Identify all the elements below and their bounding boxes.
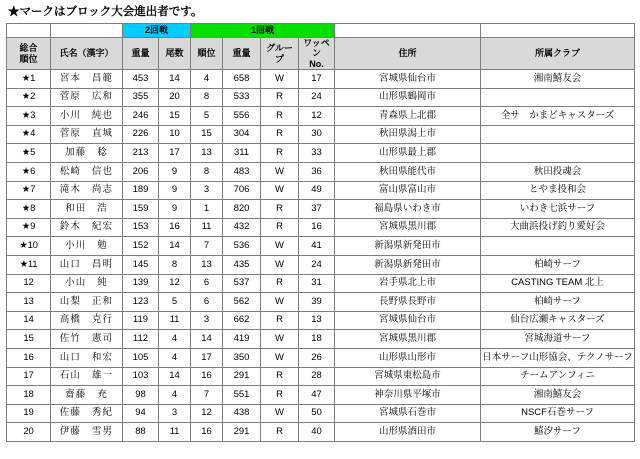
cell-weight-round2: 103 (123, 367, 159, 386)
cell-name: 加藤 稔 (51, 144, 123, 163)
cell-address: 富山県富山市 (335, 181, 481, 200)
cell-rank: 14 (7, 311, 51, 330)
column-header-rank (7, 38, 51, 70)
cell-name: 菅原 直城 (51, 125, 123, 144)
cell-weight-round1: 820 (223, 200, 261, 219)
cell-wappen: 24 (299, 88, 335, 107)
cell-rank: ★8 (7, 200, 51, 219)
cell-group: R (261, 274, 299, 293)
cell-weight-round1: 551 (223, 386, 261, 405)
cell-address: 山形県鶴岡市 (335, 88, 481, 107)
cell-weight-round2: 98 (123, 386, 159, 405)
cell-name: 宮本 昌範 (51, 70, 123, 89)
cell-count-round2: 17 (159, 144, 191, 163)
cell-name: 山口 昌明 (51, 255, 123, 274)
cell-address: 山形県酒田市 (335, 423, 481, 442)
cell-group: W (261, 163, 299, 182)
cell-name: 齋藤 充 (51, 386, 123, 405)
cell-weight-round1: 350 (223, 348, 261, 367)
cell-count-round2: 16 (159, 218, 191, 237)
cell-count-round2: 9 (159, 163, 191, 182)
cell-wappen: 37 (299, 200, 335, 219)
cell-rank-round1: 3 (191, 181, 223, 200)
cell-weight-round1: 311 (223, 144, 261, 163)
cell-address: 宮城県仙台市 (335, 70, 481, 89)
cell-name: 和田 浩 (51, 200, 123, 219)
cell-group: R (261, 218, 299, 237)
cell-rank: ★5 (7, 144, 51, 163)
cell-weight-round2: 206 (123, 163, 159, 182)
cell-rank-round1: 16 (191, 423, 223, 442)
cell-group: R (261, 88, 299, 107)
table-row (7, 274, 635, 293)
table-row (7, 163, 635, 182)
cell-rank: 17 (7, 367, 51, 386)
cell-count-round2: 20 (159, 88, 191, 107)
cell-name: 伊藤 雪男 (51, 423, 123, 442)
cell-group: W (261, 255, 299, 274)
table-row (7, 125, 635, 144)
cell-count-round2: 8 (159, 255, 191, 274)
table-row (7, 423, 635, 442)
cell-name: 山口 和宏 (51, 348, 123, 367)
cell-weight-round1: 537 (223, 274, 261, 293)
cell-name: 佐竹 憲司 (51, 330, 123, 349)
cell-rank-round1: 17 (191, 348, 223, 367)
cell-club: NSCF石巻サーフ (481, 404, 635, 423)
cell-count-round2: 4 (159, 330, 191, 349)
cell-rank-round1: 14 (191, 330, 223, 349)
column-header-wappen-line1: ワッペン (303, 38, 330, 59)
cell-wappen: 50 (299, 404, 335, 423)
cell-wappen: 24 (299, 255, 335, 274)
cell-address: 山形県最上郡 (335, 144, 481, 163)
cell-rank-round1: 7 (191, 237, 223, 256)
cell-weight-round1: 438 (223, 404, 261, 423)
cell-rank: ★9 (7, 218, 51, 237)
cell-name: 菅原 広和 (51, 88, 123, 107)
cell-club: 秋田投魂会 (481, 163, 635, 182)
cell-address: 新潟県新発田市 (335, 237, 481, 256)
cell-group: R (261, 125, 299, 144)
cell-group: W (261, 293, 299, 312)
column-header-count-round2: 尾数 (159, 38, 191, 70)
cell-wappen: 39 (299, 293, 335, 312)
cell-weight-round1: 658 (223, 70, 261, 89)
cell-rank: ★2 (7, 88, 51, 107)
cell-club: 柏崎サーフ (481, 255, 635, 274)
column-header-wappen (299, 38, 335, 70)
cell-wappen: 13 (299, 311, 335, 330)
cell-weight-round1: 304 (223, 125, 261, 144)
cell-count-round2: 4 (159, 348, 191, 367)
cell-count-round2: 9 (159, 181, 191, 200)
cell-address: 秋田県能代市 (335, 163, 481, 182)
cell-rank-round1: 4 (191, 70, 223, 89)
cell-rank-round1: 11 (191, 218, 223, 237)
cell-address: 神奈川県平塚市 (335, 386, 481, 405)
table-row (7, 88, 635, 107)
cell-wappen: 33 (299, 144, 335, 163)
cell-group: R (261, 386, 299, 405)
cell-group: R (261, 311, 299, 330)
cell-rank-round1: 3 (191, 311, 223, 330)
cell-club: 湘南鱚友会 (481, 70, 635, 89)
table-row (7, 200, 635, 219)
cell-address: 新潟県新発田市 (335, 255, 481, 274)
cell-address: 青森県上北郡 (335, 107, 481, 126)
cell-rank: ★3 (7, 107, 51, 126)
cell-wappen: 18 (299, 330, 335, 349)
cell-count-round2: 9 (159, 200, 191, 219)
cell-count-round2: 4 (159, 386, 191, 405)
cell-club: 湘南鱚友会 (481, 386, 635, 405)
cell-wappen: 47 (299, 386, 335, 405)
cell-rank-round1: 8 (191, 88, 223, 107)
cell-weight-round2: 105 (123, 348, 159, 367)
cell-name: 石山 雄一 (51, 367, 123, 386)
cell-club: 大曲浜投げ釣り愛好会 (481, 218, 635, 237)
cell-rank-round1: 6 (191, 293, 223, 312)
column-header-weight-round1: 重量 (223, 38, 261, 70)
cell-wappen: 49 (299, 181, 335, 200)
cell-wappen: 12 (299, 107, 335, 126)
cell-address: 宮城県黒川郡 (335, 218, 481, 237)
cell-count-round2: 12 (159, 274, 191, 293)
cell-weight-round2: 145 (123, 255, 159, 274)
cell-rank: 18 (7, 386, 51, 405)
cell-group: R (261, 144, 299, 163)
cell-weight-round2: 123 (123, 293, 159, 312)
cell-count-round2: 14 (159, 237, 191, 256)
table-row (7, 367, 635, 386)
cell-weight-round2: 213 (123, 144, 159, 163)
cell-club: チームアンフィニ (481, 367, 635, 386)
cell-count-round2: 3 (159, 404, 191, 423)
cell-weight-round1: 483 (223, 163, 261, 182)
cell-group: R (261, 107, 299, 126)
cell-weight-round2: 189 (123, 181, 159, 200)
cell-rank-round1: 13 (191, 255, 223, 274)
spacer-name (51, 24, 123, 38)
cell-name: 滝木 尚志 (51, 181, 123, 200)
cell-rank: ★10 (7, 237, 51, 256)
results-table (6, 23, 635, 442)
cell-rank: ★11 (7, 255, 51, 274)
cell-weight-round2: 119 (123, 311, 159, 330)
cell-wappen: 16 (299, 218, 335, 237)
cell-weight-round2: 112 (123, 330, 159, 349)
cell-rank: 16 (7, 348, 51, 367)
cell-club (481, 144, 635, 163)
cell-rank: 19 (7, 404, 51, 423)
cell-club: 全サ かまどキャスターズ (481, 107, 635, 126)
table-row (7, 107, 635, 126)
table-row (7, 311, 635, 330)
cell-weight-round2: 88 (123, 423, 159, 442)
table-row (7, 181, 635, 200)
cell-address: 宮城県黒川郡 (335, 330, 481, 349)
cell-name: 高橋 克行 (51, 311, 123, 330)
cell-rank: ★6 (7, 163, 51, 182)
cell-weight-round1: 536 (223, 237, 261, 256)
cell-weight-round1: 291 (223, 423, 261, 442)
column-header-address: 住所 (335, 38, 481, 70)
cell-group: W (261, 181, 299, 200)
column-header-row (7, 38, 635, 70)
spacer-address (335, 24, 481, 38)
cell-club (481, 88, 635, 107)
cell-name: 小川 純也 (51, 107, 123, 126)
cell-weight-round1: 291 (223, 367, 261, 386)
cell-club: 鱚汐サーフ (481, 423, 635, 442)
cell-weight-round1: 533 (223, 88, 261, 107)
cell-name: 佐藤 秀紀 (51, 404, 123, 423)
cell-rank: ★4 (7, 125, 51, 144)
cell-address: 宮城県石巻市 (335, 404, 481, 423)
cell-rank-round1: 7 (191, 386, 223, 405)
cell-rank: 15 (7, 330, 51, 349)
cell-name: 小川 勉 (51, 237, 123, 256)
cell-club: 仙台広瀬キャスターズ (481, 311, 635, 330)
cell-group: R (261, 367, 299, 386)
cell-rank: ★1 (7, 70, 51, 89)
cell-rank: 20 (7, 423, 51, 442)
cell-wappen: 30 (299, 125, 335, 144)
column-header-group: グループ (261, 38, 299, 70)
cell-wappen: 17 (299, 70, 335, 89)
cell-name: 小山 純 (51, 274, 123, 293)
cell-group: W (261, 348, 299, 367)
column-header-rank-line1: 総合 (19, 43, 38, 54)
cell-group: W (261, 237, 299, 256)
group-header-row (7, 24, 635, 38)
cell-address: 宮城県東松島市 (335, 367, 481, 386)
cell-weight-round1: 432 (223, 218, 261, 237)
cell-weight-round1: 419 (223, 330, 261, 349)
column-header-rank-line2: 順位 (19, 53, 38, 64)
cell-rank-round1: 1 (191, 200, 223, 219)
cell-weight-round2: 94 (123, 404, 159, 423)
cell-count-round2: 10 (159, 125, 191, 144)
cell-rank-round1: 16 (191, 367, 223, 386)
cell-weight-round2: 159 (123, 200, 159, 219)
cell-club: 日本サーフ山形協会、テクノサーフ (481, 348, 635, 367)
cell-group: R (261, 200, 299, 219)
cell-wappen: 41 (299, 237, 335, 256)
cell-rank-round1: 5 (191, 107, 223, 126)
table-row (7, 330, 635, 349)
cell-weight-round1: 556 (223, 107, 261, 126)
cell-wappen: 36 (299, 163, 335, 182)
cell-group: W (261, 404, 299, 423)
cell-address: 宮城県仙台市 (335, 311, 481, 330)
cell-rank-round1: 13 (191, 144, 223, 163)
table-row (7, 218, 635, 237)
cell-address: 岩手県北上市 (335, 274, 481, 293)
cell-wappen: 40 (299, 423, 335, 442)
cell-address: 山形県山形市 (335, 348, 481, 367)
table-row (7, 255, 635, 274)
table-row (7, 348, 635, 367)
table-row (7, 386, 635, 405)
spacer-rank (7, 24, 51, 38)
cell-club: 宮城海道サーフ (481, 330, 635, 349)
group-header-round1: 1回戦 (191, 24, 335, 38)
cell-weight-round1: 662 (223, 311, 261, 330)
cell-rank: 13 (7, 293, 51, 312)
cell-weight-round1: 435 (223, 255, 261, 274)
column-header-wappen-line2: No. (309, 58, 324, 69)
group-header-round2: 2回戦 (123, 24, 191, 38)
cell-address: 秋田県潟上市 (335, 125, 481, 144)
cell-name: 山梨 正和 (51, 293, 123, 312)
cell-weight-round2: 453 (123, 70, 159, 89)
cell-rank-round1: 12 (191, 404, 223, 423)
cell-group: W (261, 70, 299, 89)
cell-address: 福島県いわき市 (335, 200, 481, 219)
cell-count-round2: 5 (159, 293, 191, 312)
cell-weight-round2: 226 (123, 125, 159, 144)
cell-club (481, 125, 635, 144)
cell-rank-round1: 8 (191, 163, 223, 182)
cell-weight-round2: 152 (123, 237, 159, 256)
table-row (7, 293, 635, 312)
cell-rank: 12 (7, 274, 51, 293)
cell-club: いわき七浜サーフ (481, 200, 635, 219)
cell-count-round2: 11 (159, 311, 191, 330)
table-row (7, 144, 635, 163)
cell-weight-round2: 139 (123, 274, 159, 293)
table-row (7, 70, 635, 89)
column-header-rank-round1: 順位 (191, 38, 223, 70)
cell-count-round2: 15 (159, 107, 191, 126)
table-row (7, 404, 635, 423)
cell-rank: ★7 (7, 181, 51, 200)
cell-address: 長野県長野市 (335, 293, 481, 312)
cell-weight-round1: 562 (223, 293, 261, 312)
cell-wappen: 26 (299, 348, 335, 367)
cell-club (481, 237, 635, 256)
cell-weight-round2: 246 (123, 107, 159, 126)
cell-club: 柏崎サーフ (481, 293, 635, 312)
cell-name: 鈴木 紀宏 (51, 218, 123, 237)
table-row (7, 237, 635, 256)
cell-count-round2: 14 (159, 367, 191, 386)
cell-wappen: 28 (299, 367, 335, 386)
cell-weight-round1: 706 (223, 181, 261, 200)
column-header-weight-round2: 重量 (123, 38, 159, 70)
cell-count-round2: 11 (159, 423, 191, 442)
column-header-name: 氏名（漢字） (51, 38, 123, 70)
cell-club: CASTING TEAM 北上 (481, 274, 635, 293)
cell-club: とやま投和会 (481, 181, 635, 200)
cell-group: R (261, 423, 299, 442)
column-header-club: 所属クラブ (481, 38, 635, 70)
cell-weight-round2: 355 (123, 88, 159, 107)
note-text: ★マークはブロック大会進出者です。 (8, 6, 203, 18)
cell-rank-round1: 6 (191, 274, 223, 293)
cell-weight-round2: 153 (123, 218, 159, 237)
cell-wappen: 31 (299, 274, 335, 293)
cell-count-round2: 14 (159, 70, 191, 89)
cell-rank-round1: 15 (191, 125, 223, 144)
cell-name: 松崎 信也 (51, 163, 123, 182)
cell-group: W (261, 330, 299, 349)
spacer-club (481, 24, 635, 38)
